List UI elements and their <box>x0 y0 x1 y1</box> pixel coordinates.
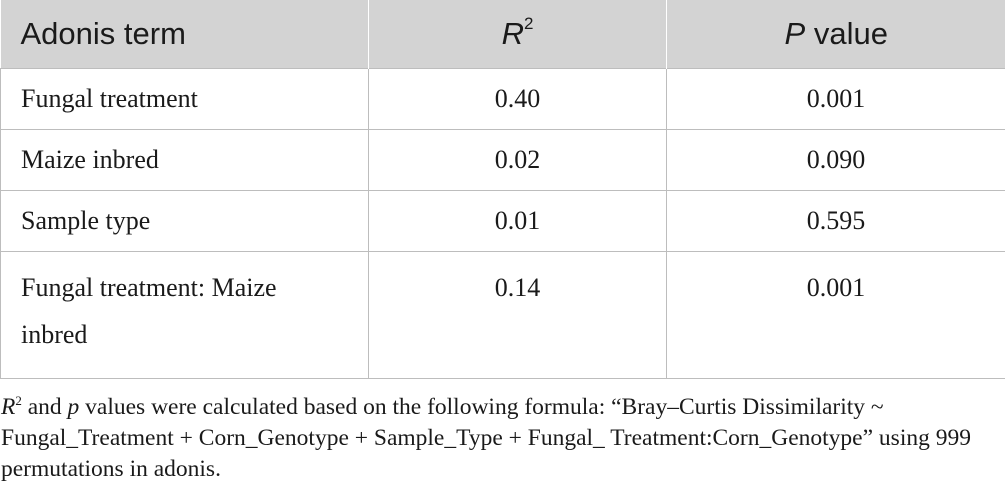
row-r2: 0.01 <box>369 191 667 252</box>
table-body <box>1 69 1005 379</box>
footnote-r-letter: R <box>1 393 16 420</box>
header-row <box>1 0 1005 69</box>
row-term: Fungal treatment <box>1 69 369 130</box>
row-p-value: 0.001 <box>667 252 1005 379</box>
footnote-text: values were calculated based on the following formula: “Bray–Curtis Dissimilarity ~ Fungal_Treatment + Corn_Genotype + Sample_Type + Fungal_ Treatment:Corn_Genotype” using 999 permutations in adonis. <box>1 393 971 482</box>
row-r2: 0.14 <box>369 252 667 379</box>
header-adonis-term: Adonis term <box>1 0 369 69</box>
table-row <box>1 130 1005 191</box>
table-header <box>1 0 1005 69</box>
table-row <box>1 191 1005 252</box>
header-r2-letter: R <box>501 16 524 51</box>
row-r2: 0.40 <box>369 69 667 130</box>
row-p-value: 0.595 <box>667 191 1005 252</box>
row-p-value: 0.090 <box>667 130 1005 191</box>
row-term: Sample type <box>1 191 369 252</box>
table-footnote <box>0 385 1001 485</box>
header-p-value <box>667 0 1005 69</box>
row-term: Maize inbred <box>1 130 369 191</box>
row-term: Fungal treatment: Maize inbred <box>1 252 369 379</box>
header-p-letter: P <box>784 16 806 51</box>
footnote-p-letter: p <box>67 393 80 420</box>
footnote-r-superscript: 2 <box>15 393 22 408</box>
header-r2-superscript: 2 <box>523 13 534 33</box>
table-row <box>1 252 1005 379</box>
table-row <box>1 69 1005 130</box>
row-p-value: 0.001 <box>667 69 1005 130</box>
row-r2: 0.02 <box>369 130 667 191</box>
header-r2 <box>369 0 667 69</box>
footnote-and: and <box>21 393 68 420</box>
header-p-rest: value <box>805 16 888 51</box>
